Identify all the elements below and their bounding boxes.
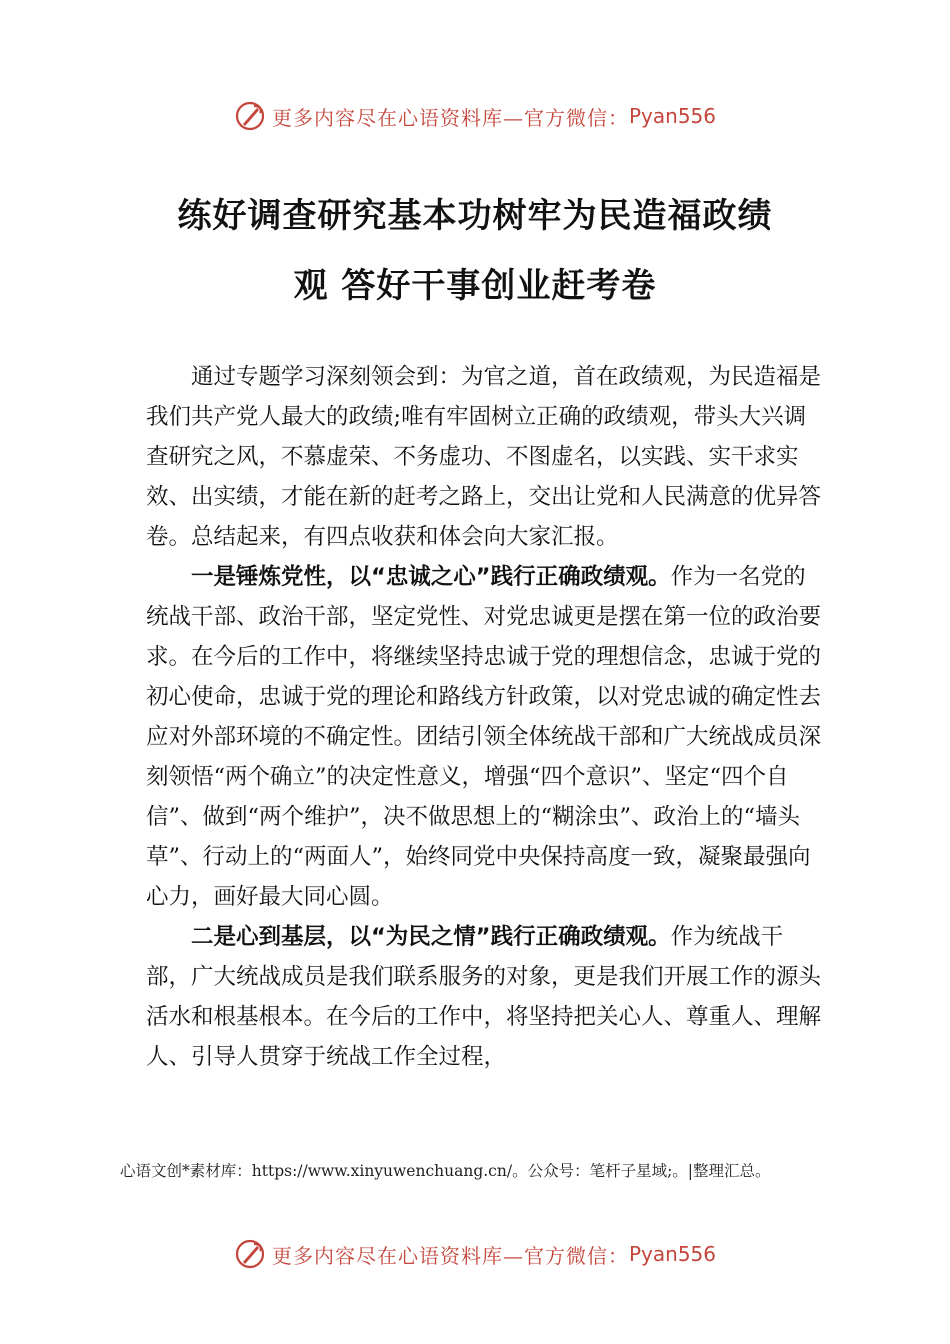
quill-pen-seal-icon — [234, 100, 266, 132]
banner-text: 更多内容尽在心语资料库—官方微信： — [271, 1243, 629, 1268]
banner-handle: Pyan556 — [628, 104, 716, 128]
document-body — [146, 357, 826, 1077]
banner-text: 更多内容尽在心语资料库—官方微信： — [271, 105, 629, 130]
footer-banner — [0, 1234, 950, 1274]
quill-pen-seal-icon — [234, 1238, 266, 1270]
document-title-line-2: 观 答好干事创业赶考卷 — [293, 266, 657, 306]
paragraph-point-two-text: 作为统战干部，广大统战成员是我们联系服务的对象，更是我们开展工作的源头活水和根基根本。在今后的工作中，将坚持把关心人、尊重人、理解人、引导人贯穿于统战工作全过程， — [146, 924, 822, 1070]
paragraph-intro: 通过专题学习深刻领会到：为官之道，首在政绩观，为民造福是我们共产党人最大的政绩;唯有牢固树立正确的政绩观，带头大兴调查研究之风，不慕虚荣、不务虚功、不图虚名，以实践、实干求实效、出实绩，才能在新的赶考之路上，交出让党和人民满意的优异答卷。总结起来，有四点收获和体会向大家汇报。 — [146, 364, 822, 550]
document-title-line-1: 练好调查研究基本功树牢为民造福政绩 — [177, 196, 773, 236]
paragraph-point-one — [146, 557, 826, 917]
source-footnote: 心语文创*素材库：https://www.xinyuwenchuang.cn/。公众号：笔杆子星域;。|整理汇总。 — [120, 1162, 771, 1180]
paragraph-point-two-lead: 二是心到基层，以“为民之情”践行正确政绩观。 — [191, 924, 671, 950]
header-banner — [0, 96, 950, 136]
banner-handle: Pyan556 — [628, 1242, 716, 1266]
paragraph-point-one-text: 作为一名党的统战干部、政治干部，坚定党性、对党忠诚更是摆在第一位的政治要求。在今后的工作中，将继续坚持忠诚于党的理想信念，忠诚于党的初心使命，忠诚于党的理论和路线方针政策，以对党忠诚的确定性去应对外部环境的不确定性。团结引领全体统战干部和广大统战成员深刻领悟“两个确立”的决定性意义，增强“四个意识”、坚定“四个自信”、做到“两个维护”，决不做思想上的“糊涂虫”、政治上的“墙头草”、行动上的“两面人”，始终同党中央保持高度一致，凝聚最强向心力，画好最大同心圆。 — [146, 564, 822, 910]
paragraph-point-two — [146, 917, 826, 1077]
paragraph-point-one-lead: 一是锤炼党性，以“忠诚之心”践行正确政绩观。 — [191, 564, 671, 590]
